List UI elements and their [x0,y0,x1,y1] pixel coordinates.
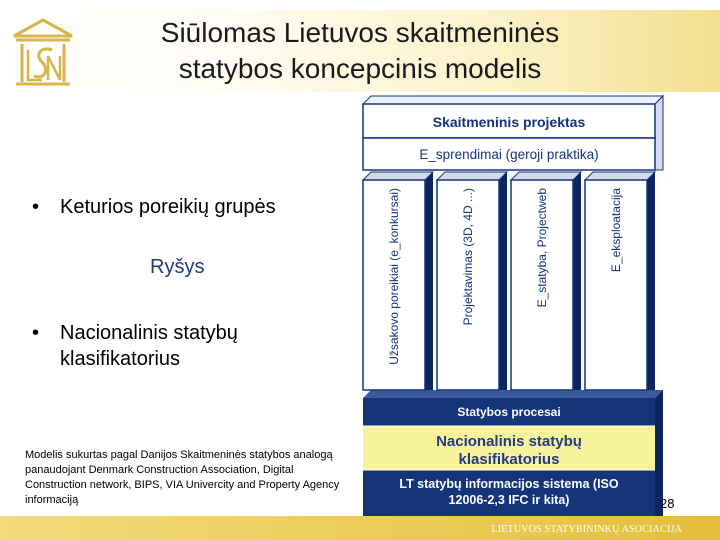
pillar-label-4: E_eksploatacija [609,188,623,273]
page-number: 28 [660,496,675,511]
pillar-side-face [573,172,581,390]
label-skaitmeninis-projektas: Skaitmeninis projektas [432,114,586,130]
pillar-label-3: E_statyba, Projectweb [535,188,549,308]
pillar-top-face [437,172,507,180]
pillar-side-face [647,172,655,390]
pillar-side-face [499,172,507,390]
pillars [363,172,655,390]
page-title [110,15,610,87]
concept-model-diagram [355,92,667,520]
pillar-label-1: Užsakovo poreikiai (e_konkursai) [387,188,401,365]
label-klasifikatorius-2: klasifikatorius [458,451,560,468]
footer-bar [0,516,720,540]
label-lt-sistema-1: LT statybų informacijos sistema (ISO [399,477,619,491]
title-line-2: statybos koncepcinis modelis [178,53,542,84]
bullet-klasifikatorius [32,320,352,372]
base-top-face [363,390,663,398]
bullet-text-line-2: klasifikatorius [60,348,181,370]
source-note: Modelis sukurtas pagal Danijos Skaitmeninės statybos analogą panaudojant Denmark Construction Association, Digital Construction network, BIPS, VIA Univercity and Property Agency informaciją [25,449,340,506]
bullet-marker: • [32,322,40,344]
bullet-text-line-1: Nacionalinis statybų [60,322,238,344]
bullet-text: Keturios poreikių grupės [60,196,276,218]
lsa-logo-icon [8,14,78,88]
label-klasifikatorius-1: Nacionalinis statybų [436,433,582,450]
bullet-poreikiu-grupes [32,194,352,220]
pillar-top-face [585,172,655,180]
label-lt-sistema-2: 12006-2,3 IFC ir kita) [448,493,570,507]
title-line-1: Siūlomas Lietuvos skaitmeninės [160,17,560,48]
pillar-side-face [425,172,433,390]
label-e-sprendimai: E_sprendimai (geroji praktika) [419,147,599,162]
label-statybos-procesai: Statybos procesai [457,405,561,419]
bullet-marker: • [32,196,40,218]
pillar-top-face [511,172,581,180]
pillar-top-face [363,172,433,180]
sub-item-rysys: Ryšys [150,256,205,278]
pillar-label-2: Projektavimas (3D, 4D ...) [461,188,475,326]
footer-organization: LIETUVOS STATYBININKŲ ASOCIACIJA [491,524,682,535]
